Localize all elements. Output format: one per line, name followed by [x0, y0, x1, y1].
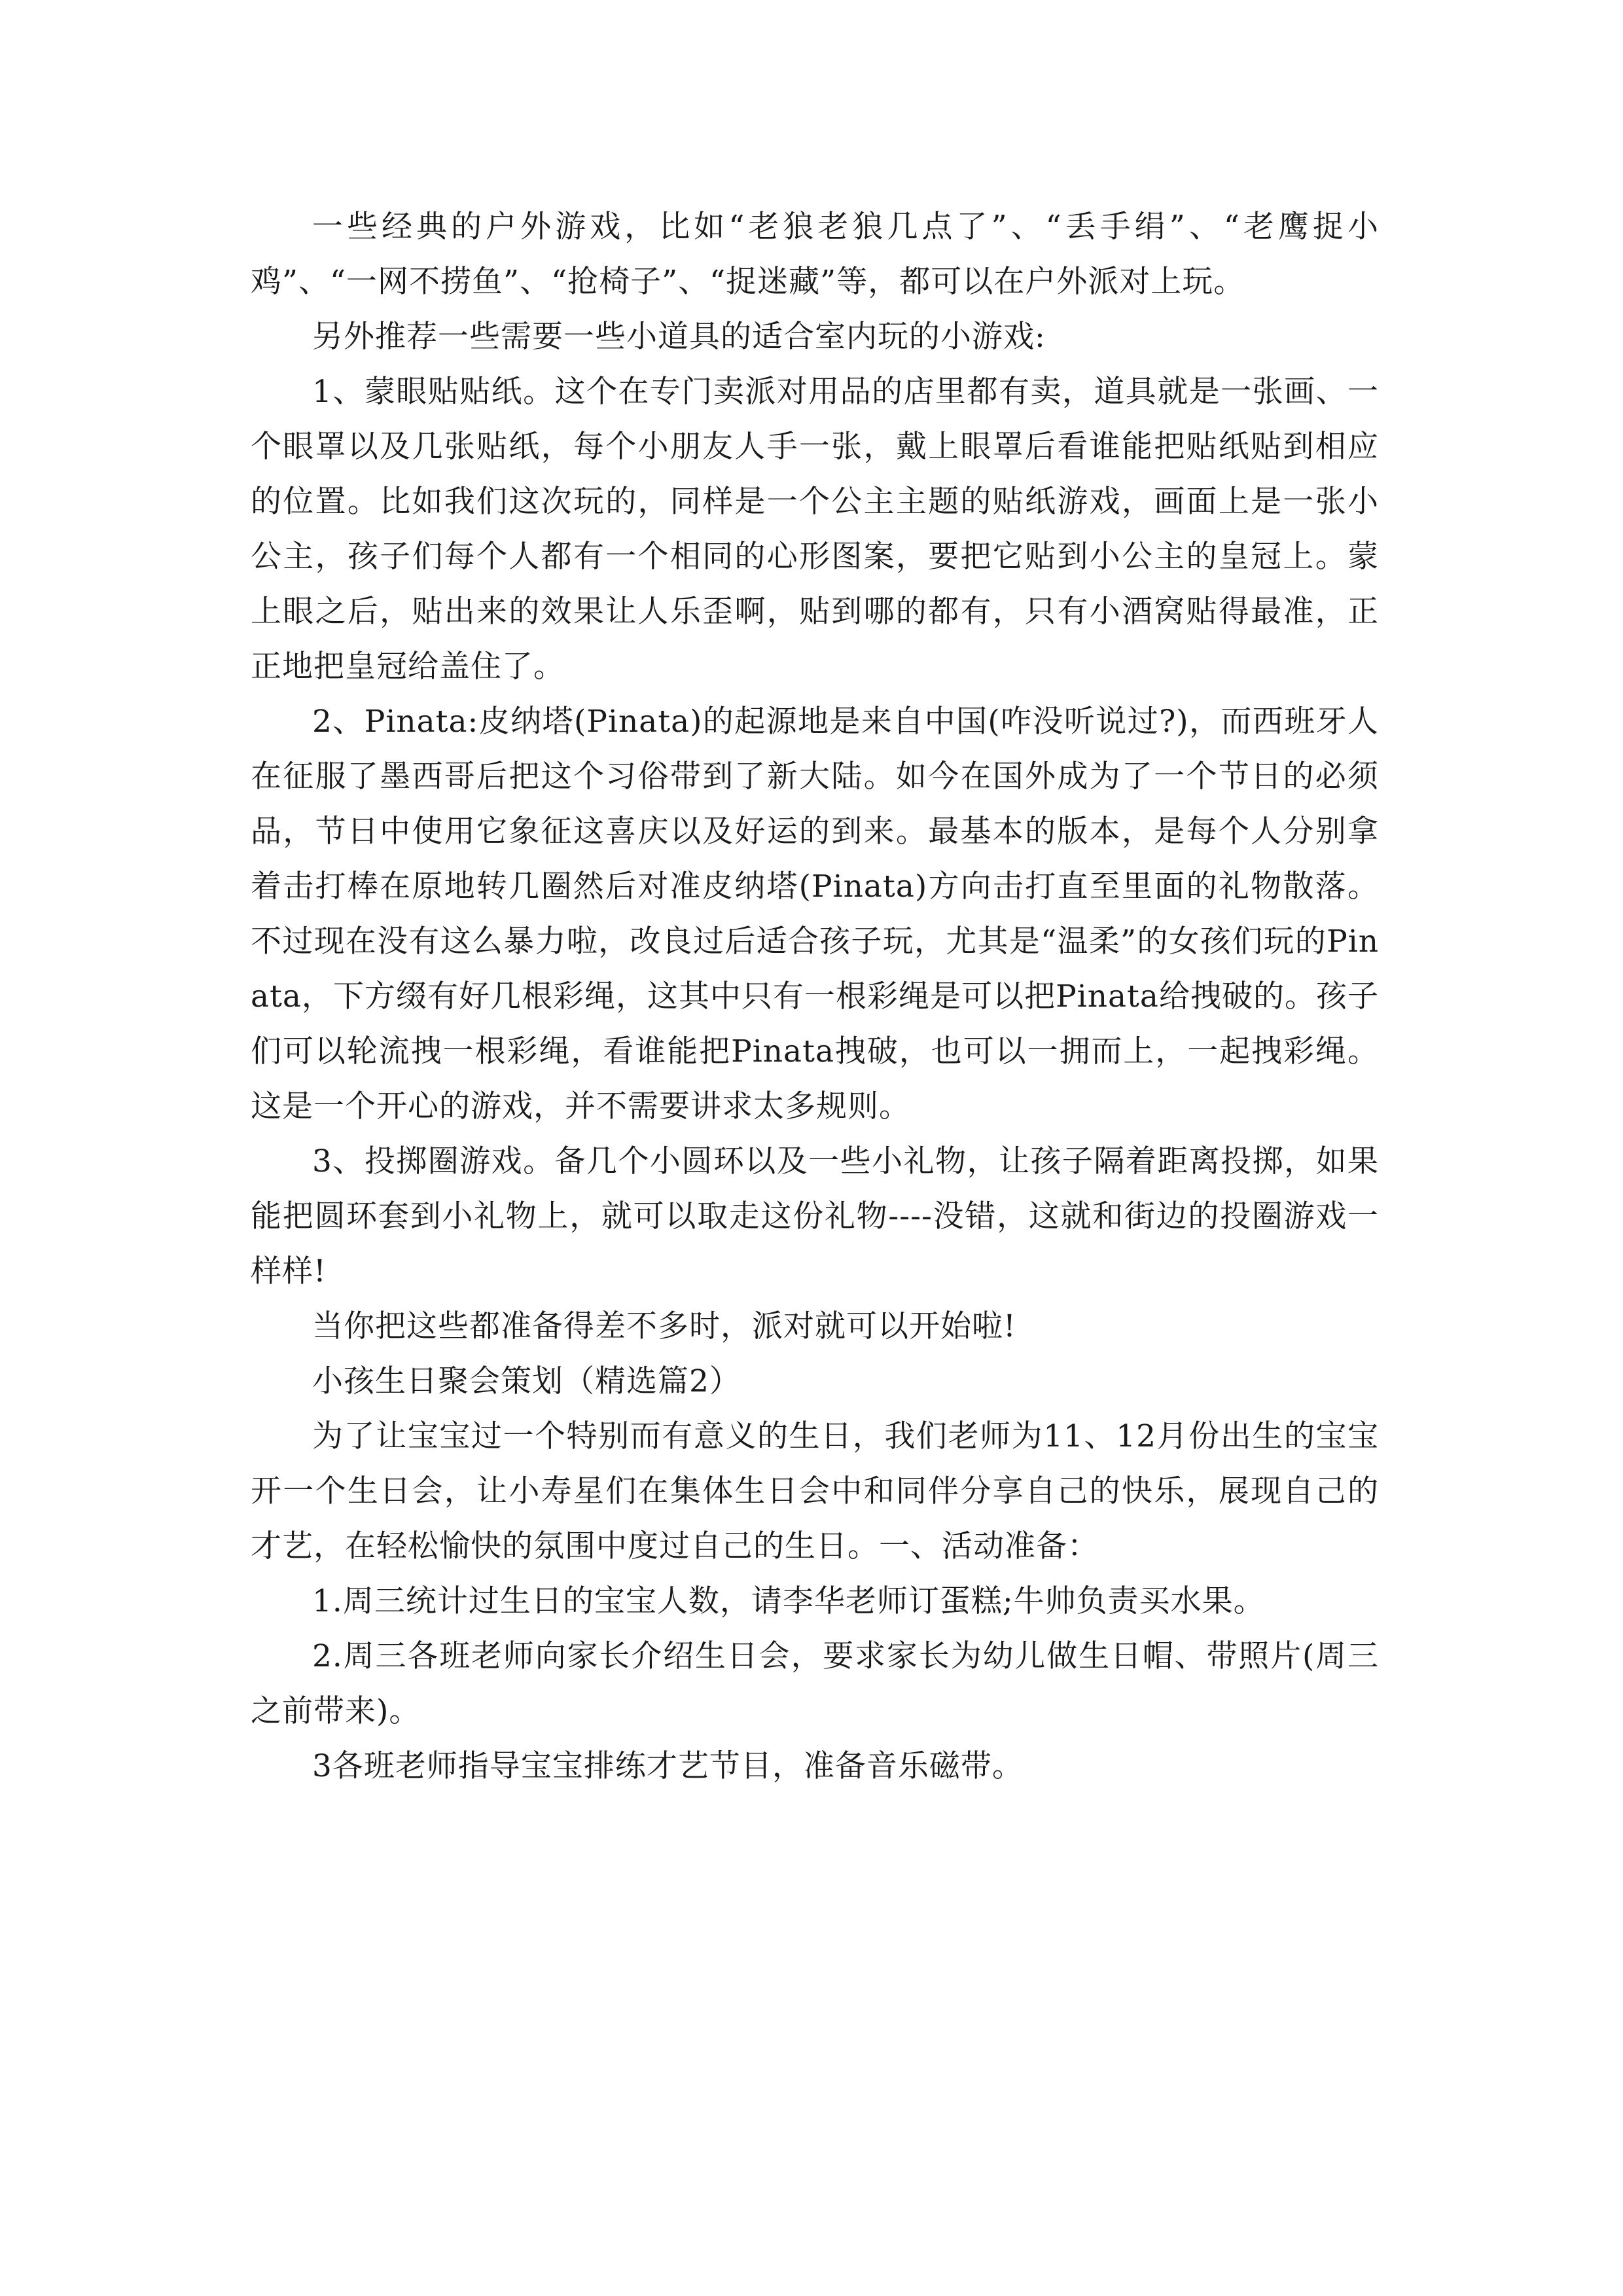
- paragraph-outdoor-games: 一些经典的户外游戏，比如“老狼老狼几点了”、“丢手绢”、“老鹰捉小鸡”、“一网不捞鱼”、“抢椅子”、“捉迷藏”等，都可以在户外派对上玩。: [251, 209, 1379, 300]
- list-item-prep-2: 2.周三各班老师向家长介绍生日会，要求家长为幼儿做生日帽、带照片(周三之前带来)。: [251, 1638, 1379, 1729]
- list-item-prep-3: 3各班老师指导宝宝排练才艺节目，准备音乐磁带。: [312, 1748, 1024, 1784]
- paragraph-party-start: 当你把这些都准备得差不多时，派对就可以开始啦!: [312, 1308, 1016, 1344]
- paragraph-birthday-intro: 为了让宝宝过一个特别而有意义的生日，我们老师为11、12月份出生的宝宝开一个生日会，让小寿星们在集体生日会中和同伴分享自己的快乐，展现自己的才艺，在轻松愉快的氛围中度过自己的生日。一、活动准备：: [251, 1418, 1379, 1564]
- document-body: [251, 200, 1379, 1794]
- paragraph-indoor-games-intro: 另外推荐一些需要一些小道具的适合室内玩的小游戏:: [312, 319, 1046, 355]
- paragraph-game-pinata: 2、Pinata:皮纳塔(Pinata)的起源地是来自中国(咋没听说过?)，而西班牙人在征服了墨西哥后把这个习俗带到了新大陆。如今在国外成为了一个节日的必须品，节日中使用它象征这喜庆以及好运的到来。最基本的版本，是每个人分别拿着击打棒在原地转几圈然后对准皮纳塔(Pinata)方向击打直至里面的礼物散落。不过现在没有这么暴力啦，改良过后适合孩子玩，尤其是“温柔”的女孩们玩的Pinata，下方缀有好几根彩绳，这其中只有一根彩绳是可以把Pinata给拽破的。孩子们可以轮流拽一根彩绳，看谁能把Pinata拽破，也可以一拥而上，一起拽彩绳。这是一个开心的游戏，并不需要讲求太多规则。: [251, 704, 1379, 1124]
- section-heading: 小孩生日聚会策划（精选篇2）: [312, 1363, 741, 1399]
- paragraph-game-blindfold-stickers: 1、蒙眼贴贴纸。这个在专门卖派对用品的店里都有卖，道具就是一张画、一个眼罩以及几张贴纸，每个小朋友人手一张，戴上眼罩后看谁能把贴纸贴到相应的位置。比如我们这次玩的，同样是一个公主主题的贴纸游戏，画面上是一张小公主，孩子们每个人都有一个相同的心形图案，要把它贴到小公主的皇冠上。蒙上眼之后，贴出来的效果让人乐歪啊，贴到哪的都有，只有小酒窝贴得最准，正正地把皇冠给盖住了。: [251, 374, 1379, 685]
- paragraph-game-ring-toss: 3、投掷圈游戏。备几个小圆环以及一些小礼物，让孩子隔着距离投掷，如果能把圆环套到小礼物上，就可以取走这份礼物----没错，这就和街边的投圈游戏一样样!: [251, 1143, 1379, 1289]
- list-item-prep-1: 1.周三统计过生日的宝宝人数，请李华老师订蛋糕;牛帅负责买水果。: [312, 1583, 1265, 1619]
